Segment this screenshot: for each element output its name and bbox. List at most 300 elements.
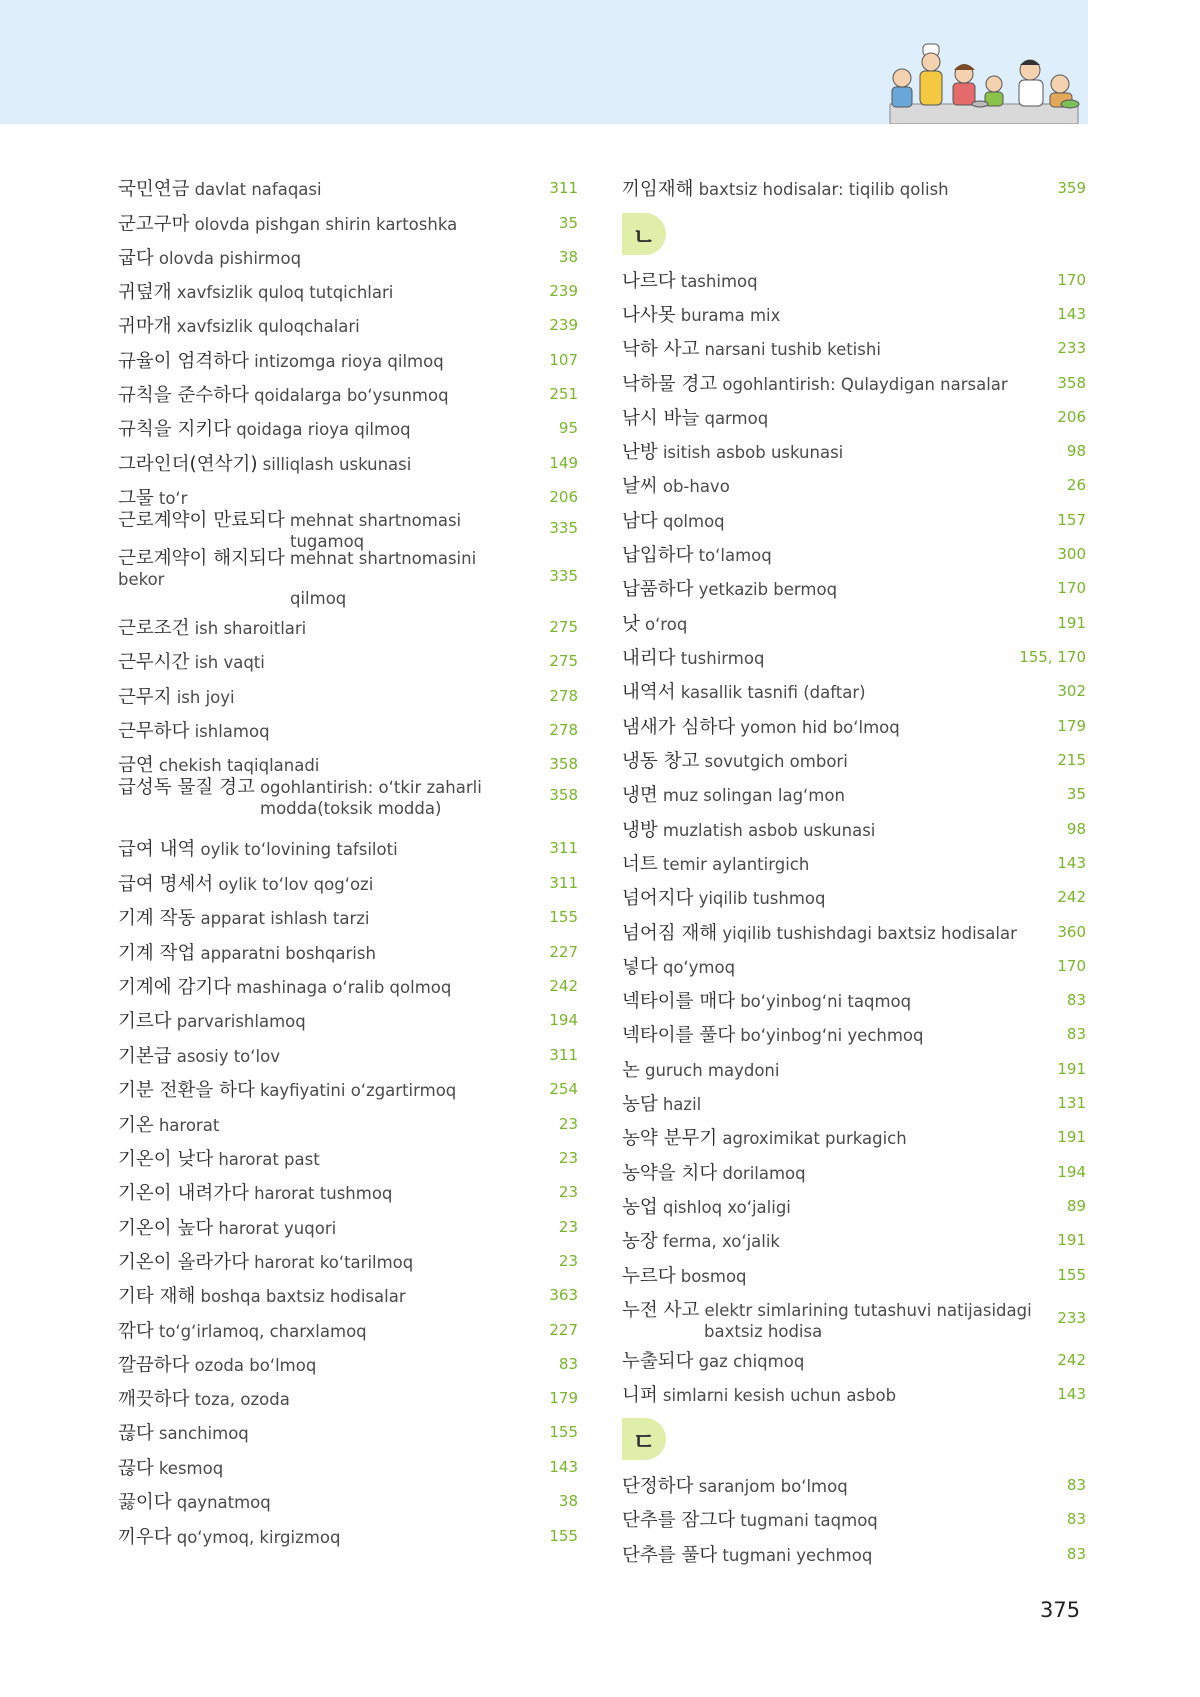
korean-term: 기계 작업 (118, 943, 196, 964)
page-reference: 155 (1057, 1266, 1086, 1284)
page-reference: 278 (549, 687, 578, 705)
page-reference: 358 (1057, 374, 1086, 392)
index-entry (622, 1057, 1086, 1081)
korean-term: 누출되다 (622, 1351, 694, 1372)
korean-term: 남다 (622, 511, 658, 532)
entry-term (118, 973, 538, 999)
page-reference: 170 (1057, 271, 1086, 289)
page-reference: 23 (558, 1218, 578, 1236)
page-reference: 311 (549, 1046, 578, 1064)
uzbek-translation: silliqlash uskunasi (262, 455, 412, 474)
uzbek-translation: davlat nafaqasi (194, 180, 322, 199)
uzbek-translation: qo‘ymoq (662, 958, 736, 977)
uzbek-translation: gaz chiqmoq (698, 1352, 805, 1371)
page-reference: 242 (549, 977, 578, 995)
page-reference: 239 (549, 316, 578, 334)
index-entry (118, 1283, 578, 1307)
entry-term (622, 1090, 1046, 1116)
uzbek-translation: tugmani taqmoq (740, 1511, 878, 1530)
uzbek-translation: kasallik tasnifi (daftar) (680, 683, 866, 702)
index-entry (622, 748, 1086, 772)
uzbek-translation-continued: tugamoq (290, 531, 365, 551)
page-reference: 89 (1066, 1197, 1086, 1215)
korean-term: 기르다 (118, 1011, 172, 1032)
entry-term (118, 614, 538, 640)
index-entry (118, 176, 578, 200)
korean-term: 냉면 (622, 785, 658, 806)
entry-term (622, 1506, 1046, 1532)
page-reference: 35 (558, 214, 578, 232)
index-entry (118, 1043, 578, 1067)
uzbek-translation-continued: modda(toksik modda) (260, 798, 442, 818)
index-entry (622, 176, 1086, 200)
entry-term (622, 713, 1046, 739)
page-reference: 227 (549, 943, 578, 961)
uzbek-translation: qo‘ymoq, kirgizmoq (176, 1528, 341, 1547)
entry-term (622, 175, 1046, 201)
page-reference: 300 (1057, 545, 1086, 563)
korean-term: 국민연금 (118, 179, 190, 200)
page-reference: 155 (549, 1527, 578, 1545)
korean-term: 근로계약이 해지되다 (118, 548, 285, 569)
index-entry (118, 974, 578, 998)
index-entry (118, 649, 578, 673)
entry-term (622, 1472, 1046, 1498)
entry-term (622, 987, 1046, 1013)
uzbek-translation: harorat yuqori (218, 1219, 337, 1238)
uzbek-translation: parvarishlamoq (176, 1012, 306, 1031)
korean-term: 깨끗하다 (118, 1389, 190, 1410)
uzbek-translation: guruch maydoni (644, 1061, 780, 1080)
entry-term (118, 1351, 538, 1377)
entry-term (622, 678, 1046, 704)
korean-term: 끼우다 (118, 1527, 172, 1548)
entry-term (118, 1488, 538, 1514)
index-entry (622, 542, 1086, 566)
entry-term (622, 919, 1046, 945)
index-entry (118, 940, 578, 964)
korean-term: 논 (622, 1060, 640, 1081)
uzbek-translation: ogohlantirish: Qulaydigan narsalar (722, 375, 1008, 394)
korean-term: 난방 (622, 442, 658, 463)
page-reference: 149 (549, 454, 578, 472)
korean-term: 규율이 엄격하다 (118, 351, 249, 372)
uzbek-translation: yomon hid bo‘lmoq (740, 718, 900, 737)
entry-term (118, 939, 538, 965)
korean-term: 기계에 감기다 (118, 977, 232, 998)
korean-term: 규칙을 지키다 (118, 419, 232, 440)
uzbek-translation: to‘lamoq (698, 546, 772, 565)
index-entry (118, 451, 578, 475)
page-reference: 335 (549, 567, 578, 585)
entry-term (118, 683, 538, 709)
index-entry (118, 1524, 578, 1548)
uzbek-translation-continued: baxtsiz hodisa (704, 1321, 823, 1341)
entry-term (622, 438, 1046, 464)
uzbek-translation: oylik to‘lovining tafsiloti (200, 840, 398, 859)
entry-term (622, 610, 1046, 636)
entry-term (118, 1282, 538, 1308)
korean-term: 근무시간 (118, 652, 190, 673)
page-reference: 143 (549, 1458, 578, 1476)
korean-term: 기계 작동 (118, 908, 196, 929)
korean-term: 누르다 (622, 1266, 676, 1287)
uzbek-translation: qoidalarga bo‘ysunmoq (254, 386, 449, 405)
entry-term (118, 210, 538, 236)
korean-term: 근무하다 (118, 721, 190, 742)
entry-term (118, 415, 538, 441)
uzbek-translation: qishloq xo‘jaligi (662, 1198, 791, 1217)
uzbek-translation: muzlatish asbob uskunasi (662, 821, 876, 840)
page-reference: 83 (558, 1355, 578, 1373)
korean-term: 기온이 올라가다 (118, 1252, 249, 1273)
korean-term: 낚시 바늘 (622, 408, 700, 429)
uzbek-translation: mehnat shartnomasini bekor (118, 549, 477, 589)
page-reference: 311 (549, 874, 578, 892)
index-entry (622, 817, 1086, 841)
page-reference: 155 (549, 1423, 578, 1441)
entry-term (118, 1076, 538, 1102)
page-reference: 38 (558, 1492, 578, 1510)
entry-term (622, 370, 1046, 396)
page-reference: 157 (1057, 511, 1086, 529)
entry-term (622, 953, 1046, 979)
uzbek-translation: kayfiyatini o‘zgartirmoq (259, 1081, 457, 1100)
page-reference: 311 (549, 839, 578, 857)
entry-term (622, 1056, 1046, 1082)
uzbek-translation-continued: qilmoq (290, 589, 347, 608)
index-entry (622, 714, 1086, 738)
index-entry (622, 473, 1086, 497)
korean-term: 깔끔하다 (118, 1355, 190, 1376)
page-reference: 302 (1057, 682, 1086, 700)
page-reference: 194 (1057, 1163, 1086, 1181)
page-reference: 83 (1066, 1025, 1086, 1043)
uzbek-translation: elektr simlarining tutashuvi natijasidagi (704, 1300, 1032, 1320)
korean-term: 근무지 (118, 687, 172, 708)
entry-term (118, 1454, 538, 1480)
korean-term: 농담 (622, 1094, 658, 1115)
entry-term (622, 404, 1046, 430)
index-entry (622, 336, 1086, 360)
korean-term: 규칙을 준수하다 (118, 385, 249, 406)
index-entry (118, 1489, 578, 1513)
uzbek-translation: harorat tushmoq (254, 1184, 393, 1203)
page-reference: 275 (549, 618, 578, 636)
index-entry (118, 836, 578, 860)
uzbek-translation: qaynatmoq (176, 1493, 271, 1512)
uzbek-translation: intizomga rioya qilmoq (254, 352, 444, 371)
korean-term: 나사못 (622, 305, 676, 326)
page-reference: 83 (1066, 991, 1086, 1009)
index-entry (118, 1455, 578, 1479)
page-reference: 83 (1066, 1476, 1086, 1494)
index-entry (622, 1542, 1086, 1566)
uzbek-translation: kesmoq (158, 1459, 224, 1478)
uzbek-translation: ish joyi (176, 688, 235, 707)
entry-term (118, 1248, 538, 1274)
entry-term (118, 1179, 538, 1205)
page-reference: 143 (1057, 305, 1086, 323)
korean-term: 기온 (118, 1115, 154, 1136)
page-reference: 233 (1057, 339, 1086, 357)
page-reference: 23 (558, 1183, 578, 1201)
korean-term: 단정하다 (622, 1476, 694, 1497)
index-entry (622, 782, 1086, 806)
korean-term: 기타 재해 (118, 1286, 196, 1307)
uzbek-translation: yiqilib tushishdagi baxtsiz hodisalar (722, 924, 1017, 943)
entry-term (622, 781, 1046, 807)
entry-term (118, 278, 538, 304)
korean-term: 농장 (622, 1231, 658, 1252)
entry-term (118, 450, 538, 476)
uzbek-translation: o‘roq (644, 615, 688, 634)
korean-term: 급여 내역 (118, 839, 196, 860)
korean-term: 날씨 (622, 476, 658, 497)
korean-term: 기분 전환을 하다 (118, 1080, 255, 1101)
index-entry (622, 1507, 1086, 1531)
entry-term (622, 1227, 1046, 1253)
entry-term (622, 816, 1046, 842)
korean-term: 급성독 물질 경고 (118, 776, 255, 798)
entry-term (622, 472, 1046, 498)
uzbek-translation: xavfsizlik quloqchalari (176, 317, 360, 336)
entry-term (622, 1262, 1046, 1288)
index-entry (622, 851, 1086, 875)
section-letter-badge: ㄷ (622, 1418, 666, 1460)
entry-term (118, 347, 538, 373)
index-entry (118, 279, 578, 303)
index-entry (622, 1382, 1086, 1406)
uzbek-translation: chekish taqiqlanadi (158, 756, 320, 775)
korean-term: 넘어짐 재해 (622, 923, 718, 944)
index-entry (118, 1008, 578, 1032)
index-entry (622, 576, 1086, 600)
entry-term (622, 301, 1046, 327)
entry-term (118, 1007, 538, 1033)
uzbek-translation: narsani tushib ketishi (704, 340, 881, 359)
page-reference: 363 (549, 1286, 578, 1304)
page-number: 375 (1040, 1598, 1081, 1622)
index-entry (118, 1420, 578, 1444)
page-reference: 143 (1057, 1385, 1086, 1403)
uzbek-translation: tushirmoq (680, 649, 765, 668)
korean-term: 넥타이를 매다 (622, 991, 736, 1012)
page-reference: 191 (1057, 1231, 1086, 1249)
entry-term (118, 1317, 538, 1343)
korean-term: 너트 (622, 854, 658, 875)
uzbek-translation: to‘r (158, 489, 188, 508)
korean-term: 근로조건 (118, 618, 190, 639)
uzbek-translation: sanchimoq (158, 1424, 249, 1443)
entry-term (118, 717, 538, 743)
section-letter-badge: ㄴ (622, 213, 666, 255)
uzbek-translation: tugmani yechmoq (722, 1546, 873, 1565)
uzbek-translation: tashimoq (680, 272, 758, 291)
entry-term (622, 884, 1046, 910)
index-entry (118, 615, 578, 639)
uzbek-translation: apparat ishlash tarzi (200, 909, 370, 928)
page-reference: 98 (1066, 442, 1086, 460)
page-reference: 83 (1066, 1510, 1086, 1528)
korean-term: 끼임재해 (622, 179, 694, 200)
page-reference: 206 (549, 488, 578, 506)
uzbek-translation: baxtsiz hodisalar: tiqilib qolish (698, 180, 949, 199)
page-reference: 170 (1057, 957, 1086, 975)
index-entry (118, 313, 578, 337)
uzbek-translation: olovda pishirmoq (158, 249, 302, 268)
entry-term (118, 175, 538, 201)
entry-term (622, 541, 1046, 567)
entry-term (118, 1385, 538, 1411)
index-entry (622, 508, 1086, 532)
korean-term: 내역서 (622, 682, 676, 703)
uzbek-translation: to‘g‘irlamoq, charxlamoq (158, 1322, 367, 1341)
uzbek-translation: asosiy to‘lov (176, 1047, 280, 1066)
korean-term: 낫 (622, 614, 640, 635)
page-reference: 206 (1057, 408, 1086, 426)
index-entry (622, 1091, 1086, 1115)
page-reference: 242 (1057, 1351, 1086, 1369)
korean-term: 농업 (622, 1197, 658, 1218)
page-reference: 191 (1057, 1128, 1086, 1146)
korean-term: 납품하다 (622, 579, 694, 600)
page-reference: 131 (1057, 1094, 1086, 1112)
page-reference: 358 (549, 786, 578, 804)
entry-term (118, 312, 538, 338)
index-entry (118, 1352, 578, 1376)
index-entry (622, 1194, 1086, 1218)
index-entry (118, 684, 578, 708)
page-reference: 155, 170 (1019, 648, 1086, 666)
index-entry (118, 348, 578, 372)
uzbek-translation: burama mix (680, 306, 781, 325)
index-entry (622, 371, 1086, 395)
entry-term (622, 1124, 1046, 1150)
index-entry (622, 302, 1086, 326)
page-reference: 23 (558, 1149, 578, 1167)
page-reference: 38 (558, 248, 578, 266)
uzbek-translation: yetkazib bermoq (698, 580, 838, 599)
index-entry (622, 954, 1086, 978)
index-entry (622, 439, 1086, 463)
index-entry (622, 1160, 1086, 1184)
uzbek-translation: qolmoq (662, 512, 725, 531)
page-reference: 170 (1057, 579, 1086, 597)
korean-term: 낙하 사고 (622, 339, 700, 360)
uzbek-translation: hazil (662, 1095, 702, 1114)
korean-term: 넥타이를 풀다 (622, 1025, 736, 1046)
uzbek-translation: mashinaga o‘ralib qolmoq (236, 978, 452, 997)
index-entry (622, 1263, 1086, 1287)
page-reference: 179 (1057, 717, 1086, 735)
korean-term: 납입하다 (622, 545, 694, 566)
korean-term: 나르다 (622, 271, 676, 292)
entry-term (622, 1347, 1046, 1373)
index-entry (118, 718, 578, 742)
index-entry (118, 548, 578, 608)
uzbek-translation: simlarni kesish uchun asbob (662, 1386, 897, 1405)
page-reference: 360 (1057, 923, 1086, 941)
uzbek-translation: muz solingan lag‘mon (662, 786, 845, 805)
uzbek-translation: ozoda bo‘lmoq (194, 1356, 317, 1375)
index-entry (118, 1180, 578, 1204)
index-entry (622, 988, 1086, 1012)
uzbek-translation: agroximikat purkagich (722, 1129, 907, 1148)
index-entry (622, 405, 1086, 429)
index-entry (118, 211, 578, 235)
korean-term: 넘어지다 (622, 888, 694, 909)
uzbek-translation: yiqilib tushmoq (698, 889, 826, 908)
korean-term: 누전 사고 (622, 1299, 700, 1321)
entry-term (118, 835, 538, 861)
entry-term (118, 870, 538, 896)
entry-term (622, 747, 1046, 773)
uzbek-translation: temir aylantirgich (662, 855, 810, 874)
uzbek-translation: dorilamoq (722, 1164, 806, 1183)
page-reference: 35 (1066, 785, 1086, 803)
page-reference: 26 (1066, 476, 1086, 494)
korean-term: 기온이 낮다 (118, 1149, 214, 1170)
page-reference: 191 (1057, 1060, 1086, 1078)
index-entry (622, 679, 1086, 703)
index-entry (118, 416, 578, 440)
entry-term (118, 544, 538, 608)
index-entry (118, 1386, 578, 1410)
uzbek-translation: oylik to‘lov qog‘ozi (218, 875, 374, 894)
index-entry (622, 1473, 1086, 1497)
page-reference: 194 (549, 1011, 578, 1029)
people-cooking-illustration (880, 38, 1088, 124)
page-reference: 311 (549, 179, 578, 197)
index-entry (118, 771, 578, 819)
entry-term (622, 1296, 1046, 1341)
entry-term (118, 773, 538, 818)
index-entry (118, 1318, 578, 1342)
uzbek-translation: boshqa baxtsiz hodisalar (200, 1287, 406, 1306)
page-reference: 215 (1057, 751, 1086, 769)
entry-term (118, 904, 538, 930)
page-reference: 227 (549, 1321, 578, 1339)
entry-term (622, 267, 1046, 293)
index-entry (118, 245, 578, 269)
page-reference: 278 (549, 721, 578, 739)
entry-term (118, 244, 538, 270)
entry-term (118, 648, 538, 674)
index-entry (118, 382, 578, 406)
uzbek-translation: qoidaga rioya qilmoq (236, 420, 411, 439)
korean-term: 끊다 (118, 1458, 154, 1479)
uzbek-translation: saranjom bo‘lmoq (698, 1477, 848, 1496)
entry-term (622, 644, 1019, 670)
index-entry (118, 905, 578, 929)
uzbek-translation: olovda pishgan shirin kartoshka (194, 215, 458, 234)
index-entry (118, 1215, 578, 1239)
entry-term (118, 381, 538, 407)
entry-term (622, 507, 1046, 533)
korean-term: 급여 명세서 (118, 874, 214, 895)
page-reference: 23 (558, 1115, 578, 1133)
index-entry (622, 1348, 1086, 1372)
uzbek-translation: harorat (158, 1116, 220, 1135)
korean-term: 넣다 (622, 957, 658, 978)
korean-term: 그라인더(연삭기) (118, 454, 258, 475)
page-reference: 254 (549, 1080, 578, 1098)
korean-term: 냄새가 심하다 (622, 717, 736, 738)
page-reference: 191 (1057, 614, 1086, 632)
entry-term (118, 1111, 538, 1137)
korean-term: 귀마개 (118, 316, 172, 337)
